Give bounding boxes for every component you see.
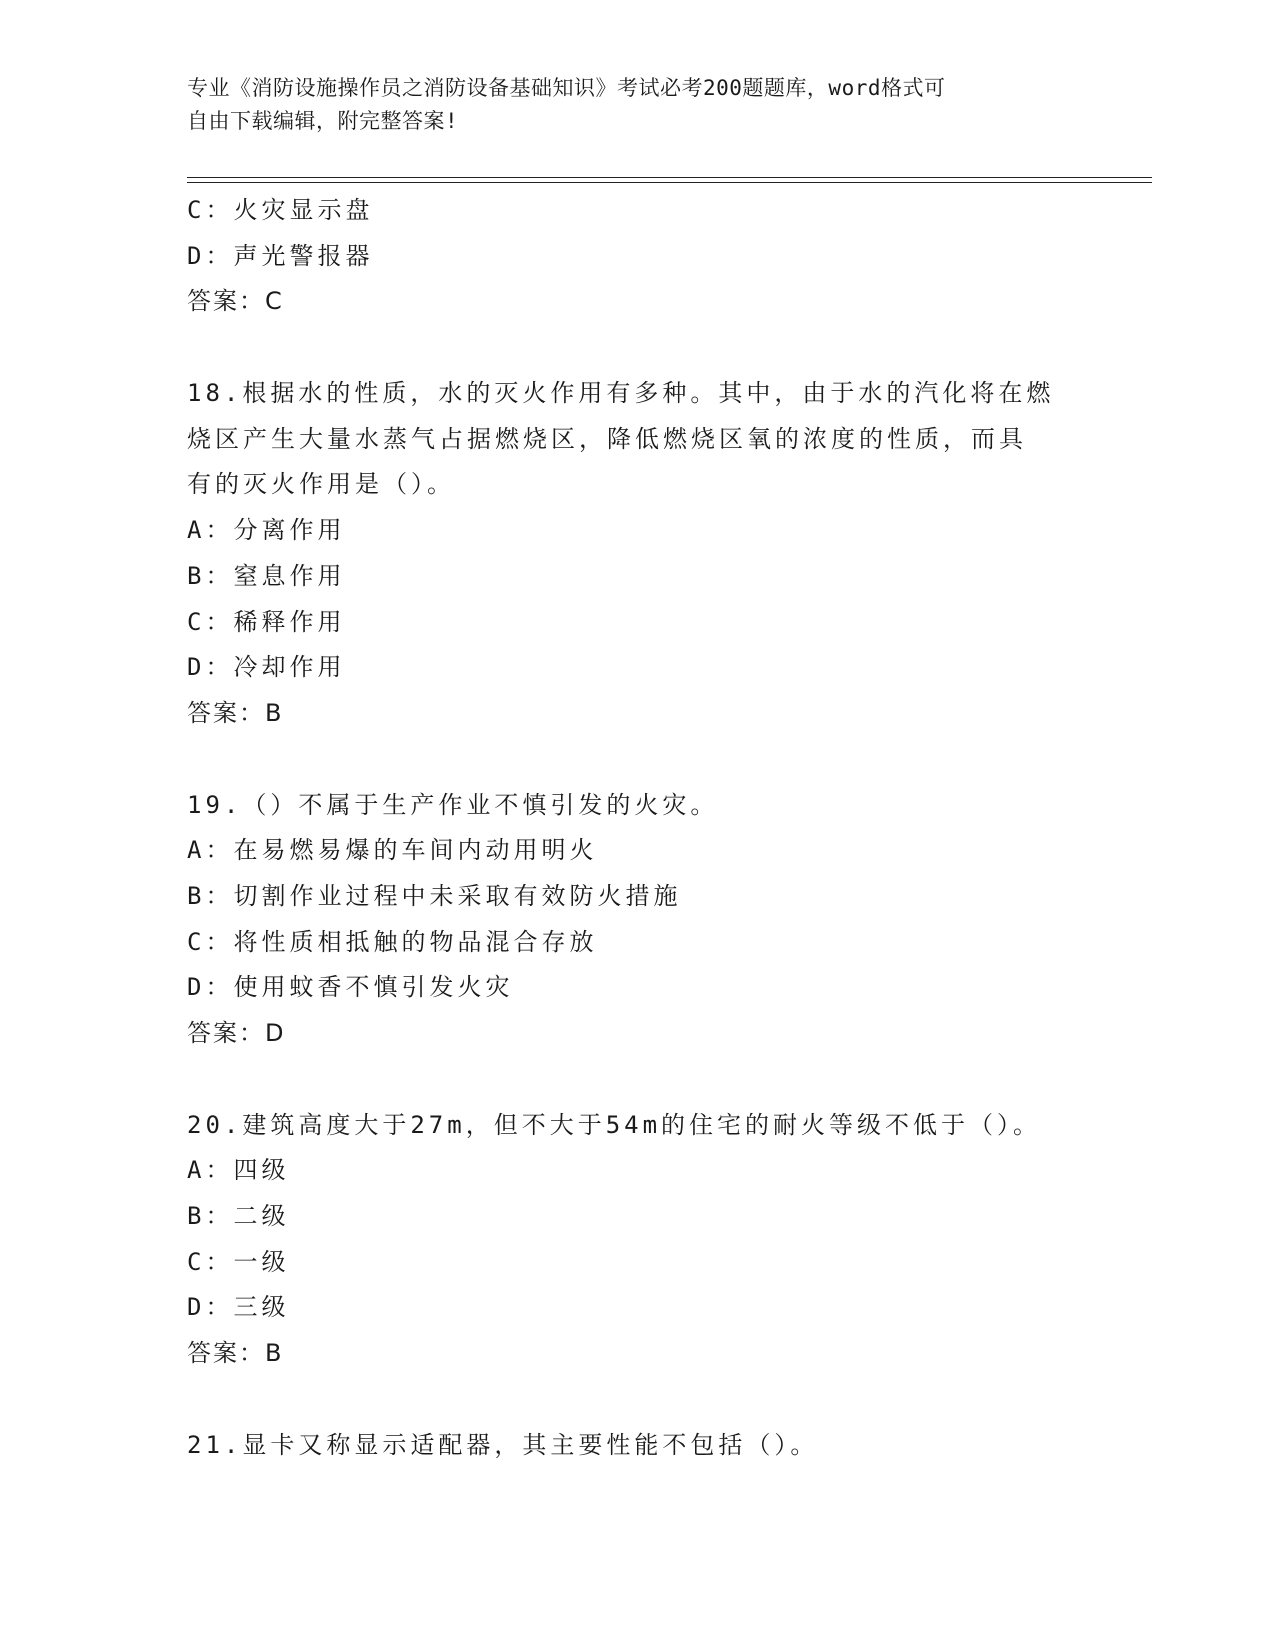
question-17-tail <box>187 188 1087 325</box>
option-c: C：将性质相抵触的物品混合存放 <box>187 927 598 956</box>
spacer <box>187 1057 1087 1103</box>
answer: 答案：B <box>187 1339 284 1368</box>
question-text: 有的灭火作用是（）。 <box>187 470 455 499</box>
question-text: 烧区产生大量水蒸气占据燃烧区，降低燃烧区氧的浓度的性质，而具 <box>187 424 1027 453</box>
header-line-2: 自由下载编辑，附完整答案! <box>187 109 459 133</box>
option-c: C：一级 <box>187 1247 290 1276</box>
question-text: 19.（）不属于生产作业不慎引发的火灾。 <box>187 790 719 819</box>
answer: 答案：D <box>187 1019 286 1047</box>
question-18 <box>187 371 1087 737</box>
option-d: D：冷却作用 <box>187 653 346 682</box>
option-c: C：火灾显示盘 <box>187 196 374 224</box>
option-b: B：二级 <box>187 1202 290 1231</box>
option-a: A：分离作用 <box>187 516 346 545</box>
spacer <box>187 737 1087 783</box>
question-20 <box>187 1103 1087 1377</box>
header-divider-bottom <box>187 182 1152 183</box>
option-b: B：切割作业过程中未采取有效防火措施 <box>187 881 682 910</box>
question-21 <box>187 1423 1087 1469</box>
spacer <box>187 1377 1087 1423</box>
option-b: B：窒息作用 <box>187 561 346 590</box>
document-header <box>187 72 1067 138</box>
question-text: 18.根据水的性质，水的灭火作用有多种。其中，由于水的汽化将在燃 <box>187 379 1055 408</box>
option-a: A：四级 <box>187 1156 290 1185</box>
option-d: D：三级 <box>187 1293 290 1322</box>
question-text: 20.建筑高度大于27m，但不大于54m的住宅的耐火等级不低于（）。 <box>187 1110 1042 1139</box>
option-c: C：稀释作用 <box>187 607 346 636</box>
question-19 <box>187 783 1087 1057</box>
option-a: A：在易燃易爆的车间内动用明火 <box>187 836 598 865</box>
answer: 答案：C <box>187 287 284 316</box>
question-list <box>187 188 1087 1469</box>
option-d: D：声光警报器 <box>187 241 374 270</box>
question-text: 21.显卡又称显示适配器，其主要性能不包括（）。 <box>187 1430 819 1459</box>
spacer <box>187 325 1087 371</box>
answer: 答案：B <box>187 698 284 727</box>
option-d: D：使用蚊香不慎引发火灾 <box>187 973 514 1002</box>
header-line-1: 专业《消防设施操作员之消防设备基础知识》考试必考200题题库，word格式可 <box>187 76 946 100</box>
header-divider-top <box>187 177 1152 178</box>
